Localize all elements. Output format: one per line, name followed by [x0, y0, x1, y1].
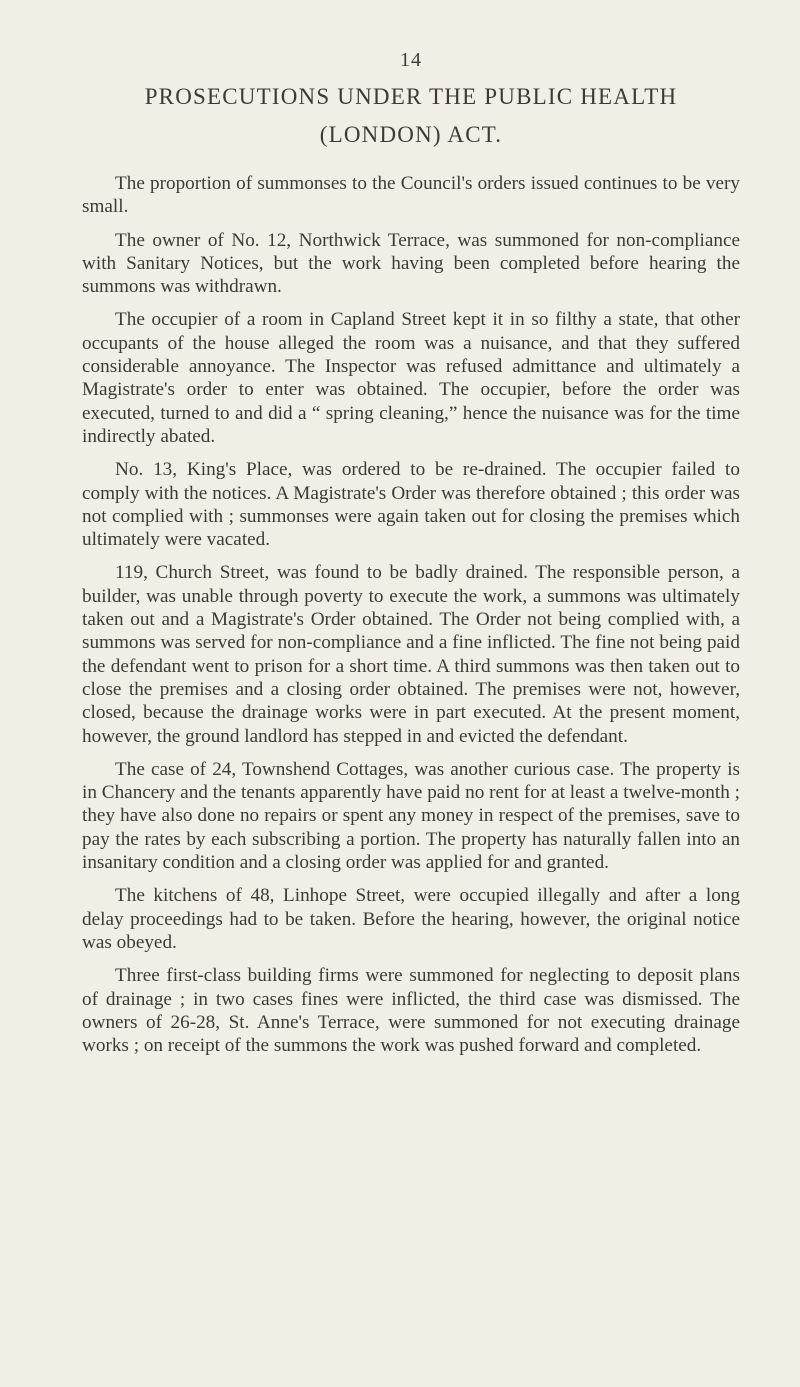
document-page [82, 48, 740, 1067]
paragraph-townshend-cottages: The case of 24, Townshend Cottages, was another curious case. The property is in Chancery and the tenants apparently have paid no rent for at least a twelve-month ; they have also done no repairs or spent any money in respect of the premises, save to pay the rates by each subscribing a portion. The property has naturally fallen into an insanitary condition and a closing order was applied for and granted. [82, 758, 740, 874]
section-heading [82, 78, 740, 154]
paragraph-kings-place: No. 13, King's Place, was ordered to be re-drained. The occupier failed to comply with the notices. A Magistrate's Order was therefore obtained ; this order was not complied with ; summonses were again taken out for closing the premises which ultimately were vacated. [82, 459, 740, 551]
paragraph-church-street: 119, Church Street, was found to be badly drained. The responsible person, a builder, was unable through poverty to execute the work, a summons was ultimately taken out and a Magistrate's Order obtained. The Order not being complied with, a summons was served for non-compliance and a fine inflicted. The fine not being paid the defendant went to prison for a short time. A third summons was then taken out to close the premises and a closing order obtained. The premises were not, however, closed, because the drainage works were in part executed. At the present moment, however, the ground landlord has stepped in and evicted the defendant. [82, 562, 740, 747]
heading-line-2: (LONDON) ACT. [319, 122, 503, 147]
paragraph-summons-proportion: The proportion of summonses to the Council's orders issued continues to be very small. [82, 173, 740, 218]
paragraph-building-firms: Three first-class building firms were summoned for neglecting to deposit plans of drainage ; in two cases fines were inflicted, the third case was dismissed. The owners of 26-28, St. Anne's Terrace, were summoned for not executing drainage works ; on receipt of the summons the work was pushed forward and completed. [82, 965, 740, 1057]
paragraph-capland-street: The occupier of a room in Capland Street kept it in so filthy a state, that other occupants of the house alleged the room was a nuisance, and that they suffered considerable annoyance. The Inspector was refused admittance and ultimately a Magistrate's order to enter was obtained. The occupier, before the order was executed, turned to and did a “ spring cleaning,” hence the nuisance was for the time indirectly abated. [82, 309, 740, 447]
paragraph-linhope-street: The kitchens of 48, Linhope Street, were occupied illegally and after a long delay proceedings had to be taken. Before the hearing, however, the original notice was obeyed. [82, 885, 740, 953]
paragraph-northwick-terrace: The owner of No. 12, Northwick Terrace, was summoned for non-compliance with Sanitary Notices, but the work having been completed before hearing the summons was withdrawn. [82, 229, 740, 298]
page-number: 14 [400, 49, 422, 71]
heading-line-1: PROSECUTIONS UNDER THE PUBLIC HEALTH [144, 84, 678, 109]
